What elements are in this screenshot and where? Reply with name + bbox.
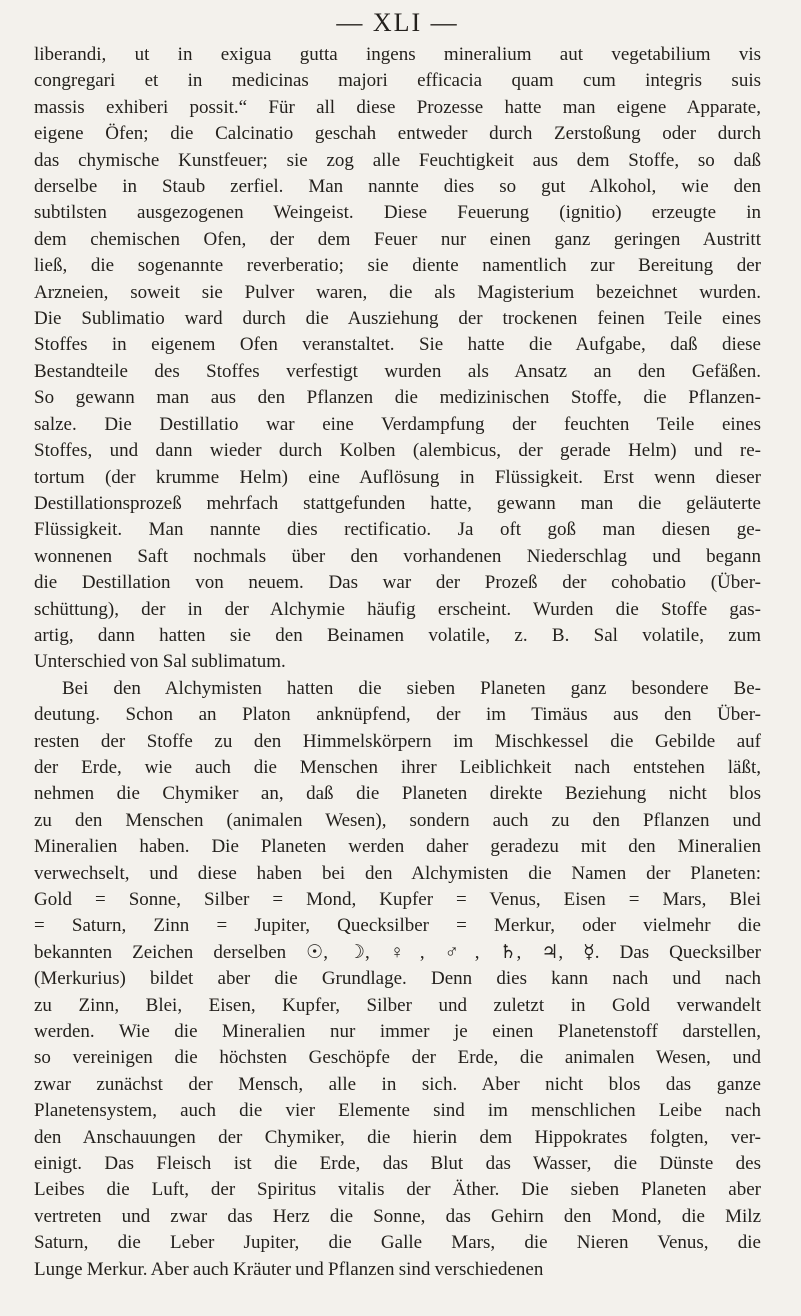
text-line: zu Zinn, Blei, Eisen, Kupfer, Silber und zuletzt in Gold verwandelt xyxy=(34,994,761,1016)
text-line: resten der Stoffe zu den Himmelskörpern im Mischkessel die Gebilde auf xyxy=(34,730,761,752)
text-line: Planetensystem, auch die vier Elemente sind im menschlichen Leibe nach xyxy=(34,1100,761,1122)
text-line: den Anschauungen der Chymiker, die hierin dem Hippokrates folgten, ver- xyxy=(34,1126,761,1148)
text-line: Mineralien haben. Die Planeten werden daher geradezu mit den Mineralien xyxy=(34,836,761,858)
text-line: derselbe in Staub zerfiel. Man nannte dies so gut Alkohol, wie den xyxy=(34,176,761,198)
text-line: die Destillation von neuem. Das war der Prozeß der cohobatio (Über- xyxy=(34,572,761,594)
text-line: Bestandteile des Stoffes verfestigt wurden als Ansatz an den Gefäßen. xyxy=(34,360,761,382)
text-line: (Merkurius) bildet aber die Grundlage. Denn dies kann nach und nach xyxy=(34,968,761,990)
text-line: Saturn, die Leber Jupiter, die Galle Mars, die Nieren Venus, die xyxy=(34,1232,761,1254)
text-line: Stoffes, und dann wieder durch Kolben (alembicus, der gerade Helm) und re- xyxy=(34,440,761,462)
text-line: massis exhiberi possit.“ Für all diese Prozesse hatte man eigene Apparate, xyxy=(34,96,761,118)
text-line: verwechselt, und diese haben bei den Alchymisten die Namen der Planeten: xyxy=(34,862,761,884)
text-line: einigt. Das Fleisch ist die Erde, das Blut das Wasser, die Dünste des xyxy=(34,1153,761,1175)
text-line: So gewann man aus den Pflanzen die medizinischen Stoffe, die Pflanzen- xyxy=(34,387,761,409)
text-line: bekannten Zeichen derselben ☉, ☽, ♀, ♂, ♄, ♃, ☿. Das Quecksilber xyxy=(34,941,761,963)
page-number: — XLI — xyxy=(336,8,459,37)
text-line: Unterschied von Sal sublimatum. xyxy=(34,651,286,673)
text-line: artig, dann hatten sie den Beinamen volatile, z. B. Sal volatile, zum xyxy=(34,624,761,646)
text-line: Flüssigkeit. Man nannte dies rectificatio. Ja oft goß man diesen ge- xyxy=(34,519,761,541)
paragraph-2 xyxy=(34,676,761,1283)
text-line: Gold = Sonne, Silber = Mond, Kupfer = Venus, Eisen = Mars, Blei xyxy=(34,889,761,910)
text-line: Die Sublimatio ward durch die Ausziehung der trockenen feinen Teile eines xyxy=(34,308,761,330)
text-line: schüttung), der in der Alchymie häufig erscheint. Wurden die Stoffe gas- xyxy=(34,598,761,620)
text-line: Leibes die Luft, der Spiritus vitalis der Äther. Die sieben Planeten aber xyxy=(34,1179,761,1201)
text-line: das chymische Kunstfeuer; sie zog alle Feuchtigkeit aus dem Stoffe, so daß xyxy=(34,149,761,171)
text-line: deutung. Schon an Platon anknüpfend, der im Timäus aus den Über- xyxy=(34,704,761,726)
text-line: = Saturn, Zinn = Jupiter, Quecksilber = Merkur, oder vielmehr die xyxy=(34,915,761,937)
text-line: tortum (der krumme Helm) eine Auflösung in Flüssigkeit. Erst wenn dieser xyxy=(34,466,761,488)
text-line: wonnenen Saft nochmals über den vorhandenen Niederschlag und begann xyxy=(34,545,761,567)
text-line: Arzneien, soweit sie Pulver waren, die als Magisterium bezeichnet wurden. xyxy=(34,281,761,303)
text-line: vertreten und zwar das Herz die Sonne, das Gehirn den Mond, die Milz xyxy=(34,1205,761,1227)
text-line: dem chemischen Ofen, der dem Feuer nur einen ganz geringen Austritt xyxy=(34,228,761,250)
text-line: zu den Menschen (animalen Wesen), sondern auch zu den Pflanzen und xyxy=(34,809,761,831)
text-line: congregari et in medicinas majori efficacia quam cum integris suis xyxy=(34,70,761,92)
text-line: werden. Wie die Mineralien nur immer je einen Planetenstoff darstellen, xyxy=(34,1021,761,1043)
text-line: subtilsten ausgezogenen Weingeist. Diese Feuerung (ignitio) erzeugte in xyxy=(34,202,761,224)
text-line: ließ, die sogenannte reverberatio; sie diente namentlich zur Bereitung der xyxy=(34,255,761,277)
text-line: Lunge Merkur. Aber auch Kräuter und Pflanzen sind verschiedenen xyxy=(34,1258,544,1280)
text-line: der Erde, wie auch die Menschen ihrer Leiblichkeit nach entstehen läßt, xyxy=(34,756,761,778)
text-line: Bei den Alchymisten hatten die sieben Planeten ganz besondere Be- xyxy=(62,677,761,699)
text-line: liberandi, ut in exigua gutta ingens mineralium aut vegetabilium vis xyxy=(34,44,761,65)
text-line: eigene Öfen; die Calcinatio geschah entweder durch Zerstoßung oder durch xyxy=(34,123,761,145)
text-line: so vereinigen die höchsten Geschöpfe der Erde, die animalen Wesen, und xyxy=(34,1047,761,1069)
text-line: Stoffes in eigenem Ofen veranstaltet. Sie hatte die Aufgabe, daß diese xyxy=(34,334,761,356)
text-line: Destillationsprozeß mehrfach stattgefunden hatte, gewann man die geläuterte xyxy=(34,492,761,514)
text-line: zwar zunächst der Mensch, alle in sich. Aber nicht blos das ganze xyxy=(34,1073,761,1095)
text-line: salze. Die Destillatio war eine Verdampfung der feuchten Teile eines xyxy=(34,413,761,435)
paragraph-1 xyxy=(34,42,761,676)
text-line: nehmen die Chymiker an, daß die Planeten direkte Beziehung nicht blos xyxy=(34,783,761,805)
